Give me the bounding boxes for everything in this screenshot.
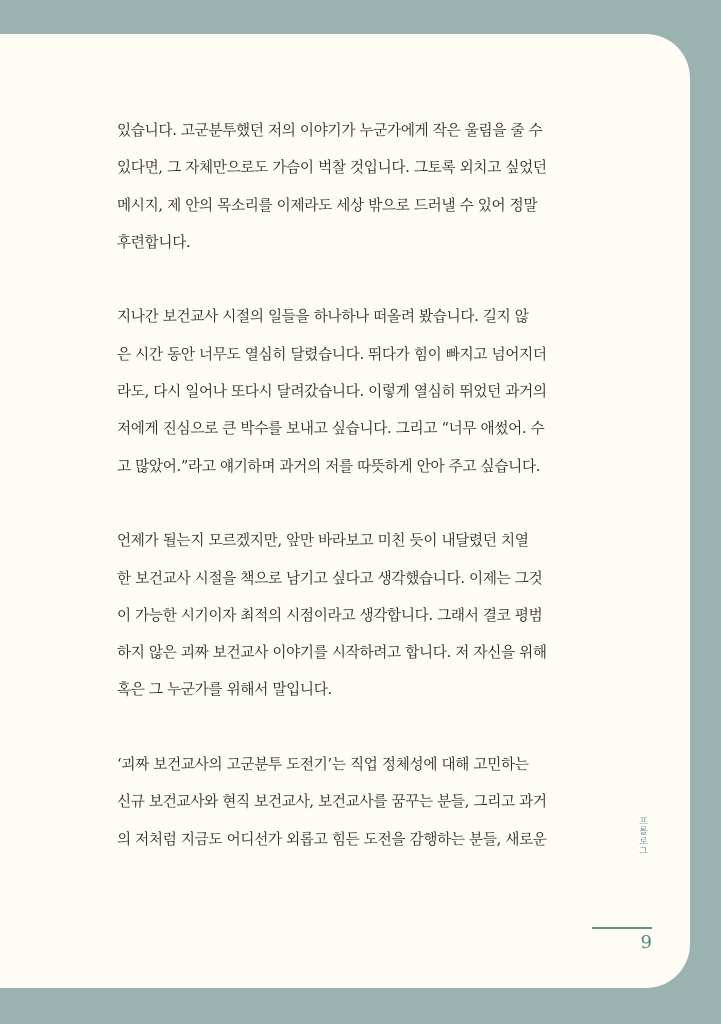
- paragraph-4: [117, 746, 614, 858]
- text-line: 의 저처럼 지금도 어디선가 외롭고 힘든 도전을 감행하는 분들, 새로운: [117, 830, 547, 848]
- text-line: 하지 않은 괴짜 보건교사 이야기를 시작하려고 합니다. 저 자신을 위해: [117, 644, 547, 662]
- text-line: 신규 보건교사와 현직 보건교사, 보건교사를 꿈꾸는 분들, 그리고 과거: [117, 793, 547, 811]
- section-label: 프롤로그: [637, 816, 647, 856]
- text-line: 저에게 진심으로 큰 박수를 보내고 싶습니다. 그리고 “너무 애썼어. 수: [117, 420, 545, 438]
- text-line: 후련합니다.: [117, 233, 191, 251]
- text-line: 혹은 그 누군가를 위해서 말입니다.: [117, 681, 332, 699]
- text-line: 은 시간 동안 너무도 열심히 달렸습니다. 뛰다가 힘이 빠지고 넘어지더: [117, 345, 547, 363]
- page-number: 9: [640, 932, 652, 953]
- text-line: 라도, 다시 일어나 또다시 달려갔습니다. 이렇게 열심히 뛰었던 과거의: [117, 383, 547, 401]
- page-number-rule: [592, 927, 652, 929]
- paragraph-gap: [117, 261, 614, 298]
- text-line: 메시지, 제 안의 목소리를 이제라도 세상 밖으로 드러낼 수 있어 정말: [117, 196, 538, 214]
- text-line: 한 보건교사 시절을 책으로 남기고 싶다고 생각했습니다. 이제는 그것: [117, 569, 543, 587]
- text-line: 언제가 될는지 모르겠지만, 앞만 바라보고 미친 듯이 내달렸던 치열: [117, 532, 529, 550]
- book-page: [0, 34, 690, 988]
- paragraph-gap: [117, 709, 614, 746]
- text-line: 있다면, 그 자체만으로도 가슴이 벅찰 것입니다. 그토록 외치고 싶었던: [117, 159, 547, 177]
- paragraph-2: [117, 298, 614, 484]
- paragraph-1: [117, 112, 614, 261]
- text-line: 이 가능한 시기이자 최적의 시점이라고 생각합니다. 그래서 결코 평범: [117, 606, 543, 624]
- text-line: 고 많았어.”라고 얘기하며 과거의 저를 따뜻하게 안아 주고 싶습니다.: [117, 457, 541, 475]
- text-line: 지나간 보건교사 시절의 일들을 하나하나 떠올려 봤습니다. 길지 않: [117, 308, 529, 326]
- paragraph-gap: [117, 485, 614, 522]
- text-line: ‘괴짜 보건교사의 고군분투 도전기’는 직업 정체성에 대해 고민하는: [117, 756, 529, 774]
- text-line: 있습니다. 고군분투했던 저의 이야기가 누군가에게 작은 울림을 줄 수: [117, 122, 543, 139]
- body-text: [117, 112, 614, 858]
- paragraph-3: [117, 522, 614, 708]
